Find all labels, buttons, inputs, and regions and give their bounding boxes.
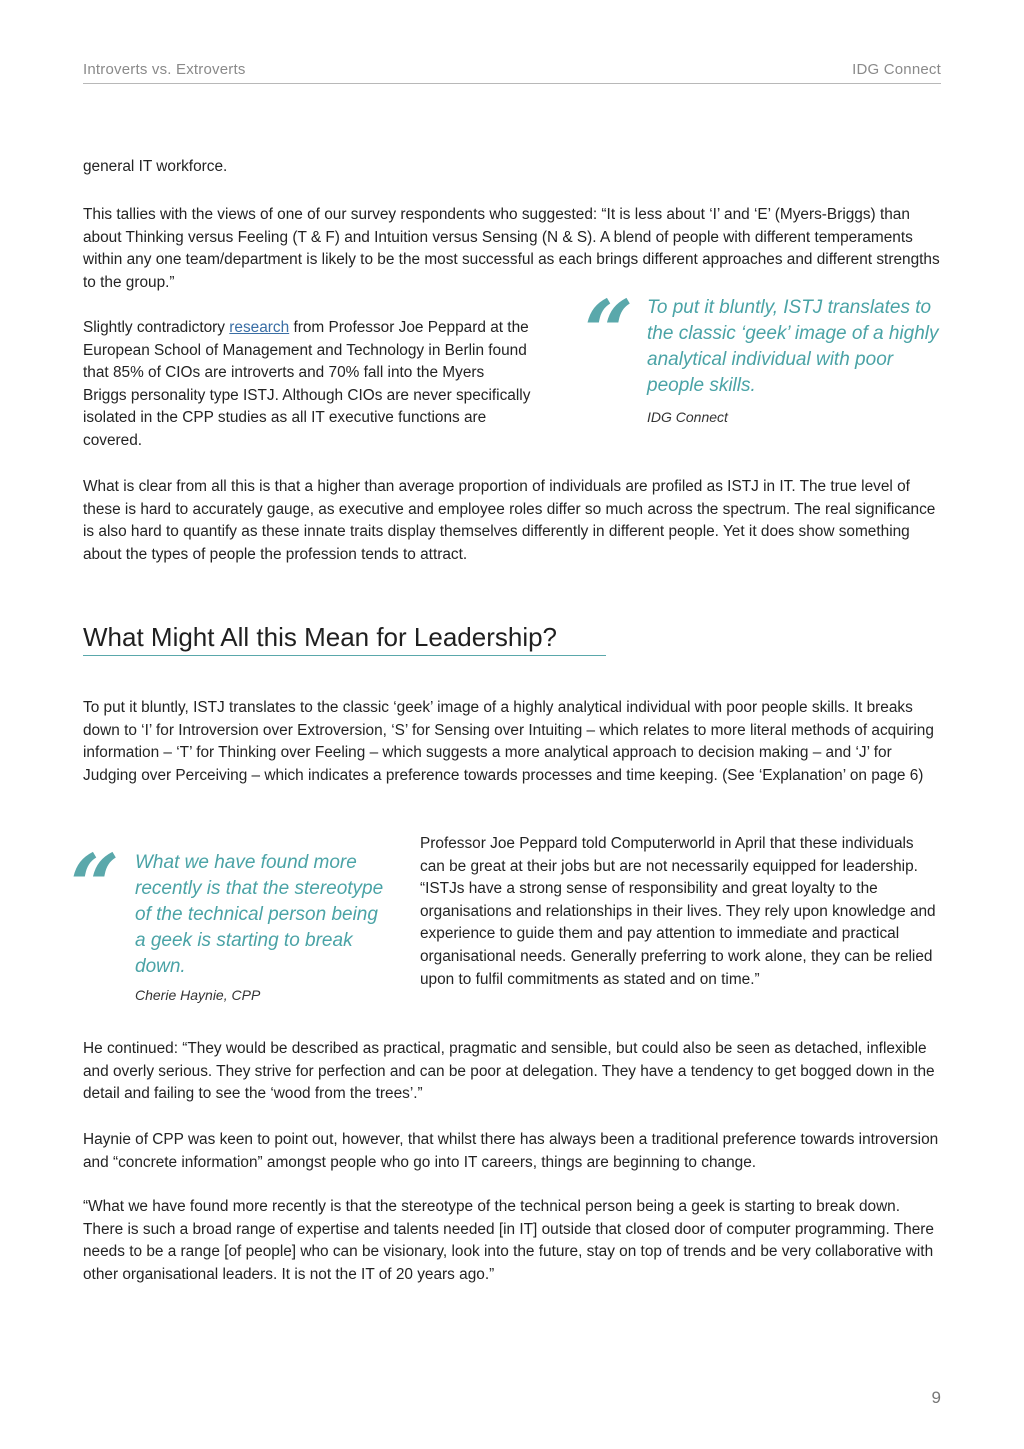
pull-quote-text: What we have found more recently is that the stereotype of the technical person being a geek is starting to break down. xyxy=(135,852,384,977)
running-header-publisher: IDG Connect xyxy=(852,61,941,78)
paragraph-peppard-research xyxy=(83,317,531,453)
section-heading: What Might All this Mean for Leadership? xyxy=(83,622,558,652)
pull-quote-istj xyxy=(584,282,944,440)
paragraph-workforce: general IT workforce. xyxy=(83,158,228,175)
paragraph-peppard-text-before: Slightly contradictory xyxy=(83,319,230,336)
paragraph-haynie-quote: “What we have found more recently is that the stereotype of the technical person being a geek is starting to break down. There is such a broad range of expertise and talents needed [in IT] outside that closed door of computer programming. There needs to be a range [of people] who can be visionary, look into the future, stay on top of trends and be very collaborative with other organisational leaders. It is not the IT of 20 years ago.” xyxy=(83,1198,934,1283)
pull-quote-citation: Cherie Haynie, CPP xyxy=(135,987,261,1003)
pull-quote-text: To put it bluntly, ISTJ translates to the classic ‘geek’ image of a highly analytical individual with poor people skills. xyxy=(647,297,939,396)
paragraph-survey-respondent: This tallies with the views of one of our survey respondents who suggested: “It is less about ‘I’ and ‘E’ (Myers-Briggs) than about Thinking versus Feeling (T & F) and Intuition versus Sensing (N & S). A blend of people with different temperaments within any one team/department is likely to be the most successful as each brings different approaches and different strengths to the group.” xyxy=(83,206,940,291)
paragraph-computerworld: Professor Joe Peppard told Computerworld in April that these individuals can be great at their jobs but are not necessarily equipped for leadership. “ISTJs have a strong sense of responsibility and great loyalty to the organisations and relationships in their lives. They rely upon knowledge and experience to guide them and pay attention to immediate and practical organisational needs. Generally preferring to work alone, they can be relied upon to fulfil commitments as stated and on time.” xyxy=(420,835,936,988)
paragraph-istj-proportion: What is clear from all this is that a higher than average proportion of individuals are profiled as ISTJ in IT. The true level of these is hard to accurately gauge, as executive and employee roles differ so much across the spectrum. The real significance is also hard to quantify as these innate traits display themselves differently in different people. Yet it does show something about the types of people the profession tends to attract. xyxy=(83,478,936,563)
research-link[interactable]: research xyxy=(229,319,290,336)
quote-mark-icon: “ xyxy=(584,282,634,383)
paragraph-istj-breakdown: To put it bluntly, ISTJ translates to the classic ‘geek’ image of a highly analytical individual with poor people skills. It breaks down to ‘I’ for Introversion over Extroversion, ‘S’ for Sensing over Intuiting – which relates to more literal methods of acquiring information – ‘T’ for Thinking over Feeling – which suggests a more analytical approach to decision making – and ‘J’ for Judging over Perceiving – which indicates a preference towards processes and time keeping. (See ‘Explanation’ on page 6) xyxy=(83,699,934,784)
quote-mark-icon: “ xyxy=(70,836,120,937)
running-header-title: Introverts vs. Extroverts xyxy=(83,61,246,78)
paragraph-peppard-text-after: from Professor Joe Peppard at the European School of Management and Technology in Berlin found that 85% of CIOs are introverts and 70% fall into the Myers Briggs personality type ISTJ. Although CIOs are never specifically isolated in the CPP studies as all IT executive functions are covered. xyxy=(83,319,531,449)
paragraph-haynie-cpp: Haynie of CPP was keen to point out, however, that whilst there has always been a traditional preference towards introversion and “concrete information” amongst people who go into IT careers, things are beginning to change. xyxy=(83,1131,939,1171)
pull-quote-citation: IDG Connect xyxy=(647,409,728,425)
pull-quote-haynie xyxy=(70,836,390,1014)
section-heading-underline xyxy=(83,655,606,656)
header-divider xyxy=(83,83,941,84)
paragraph-he-continued: He continued: “They would be described as practical, pragmatic and sensible, but could also be seen as detached, inflexible and overly serious. They strive for perfection and can be poor at delegation. They have a tendency to get bogged down in the detail and failing to see the ‘wood from the trees’.” xyxy=(83,1040,935,1103)
page-number: 9 xyxy=(931,1388,941,1407)
